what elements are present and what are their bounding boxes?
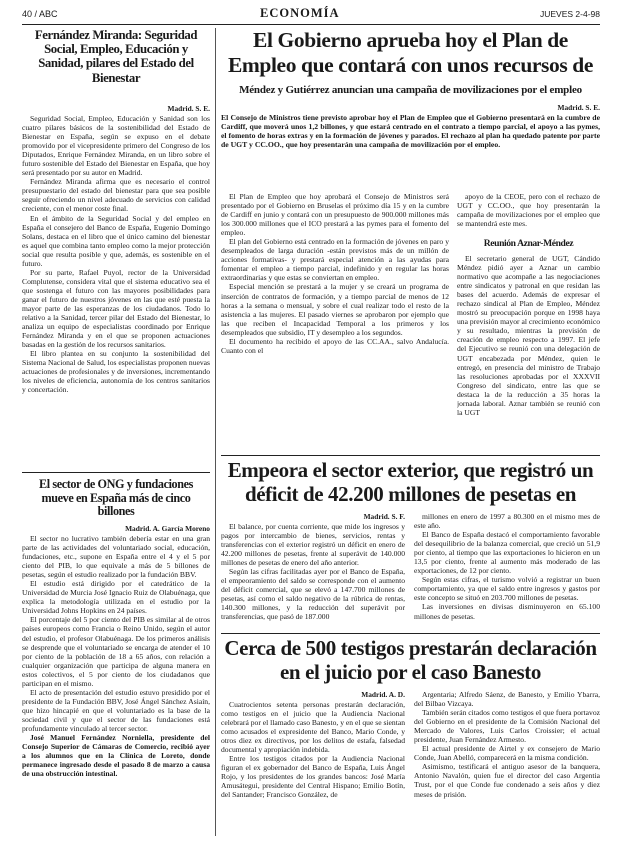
lead-col1 [221,192,449,452]
paragraph: El Plan de Empleo que hoy aprobará el Consejo de Ministros será presentado por el Gobierno en Bruselas el próximo día 15 y en la cumbre de Cardiff en junio y contará con un presupuesto de 900.000 millones más los 300.000 millones que el ICO prestará a las pymes para el fomento del empleo. [221,192,449,238]
column-divider [215,28,216,836]
sector-article [221,458,600,630]
header-rule [22,24,600,25]
banesto-col1 [221,690,405,836]
sector-headline: Empeora el sector exterior, que registró un déficit de 42.200 millones de pesetas en [227,458,594,506]
ong-article [22,478,210,836]
paragraph: Asimismo, testificará el antiguo asesor de la banquera, Antonio Navalón, quien fue el director del caso Argentia Trust, por el que Conde fue condenado a seis años y diez meses de prisión. [414,762,600,799]
page-header [22,6,600,22]
paragraph: El balance, por cuenta corriente, que mide los ingresos y pagos por intercambio de bienes, servicios, rentas y transferencias con el exterior registró un déficit en enero de 42.200 millones de pesetas, frente al superávit de 140.000 millones de pesetas de enero del año anterior. [221,522,405,568]
paragraph: También serán citados como testigos el que fuera portavoz del Gobierno en el presidente de la Comisión Nacional del Mercado de Valores, Luis Carlos Croissier; el actual presidente, Juan Fernández Armesto. [414,708,600,745]
lead-divider [221,455,600,456]
banesto-headline: Cerca de 500 testigos prestarán declaración en el juicio por el caso Banesto [224,636,597,684]
paragraph: El documento ha recibido el apoyo de las CC.AA., salvo Andalucía. Cuanto con el [221,336,449,355]
paragraph: Según estas cifras, el turismo volvió a registrar un buen comportamiento, ya que el saldo entre ingresos y gastos por este concepto se situó en 203.700 millones de pesetas. [414,575,600,603]
paragraph: El sector no lucrativo también debería estar en una gran parte de las actividades del voluntariado social, educación, fundaciones, etc., supone en España entre el 4 y el 5 por ciento del PIB, lo que equivale a más de 5 billones de pesetas, según el estudio realizado por la fundación BBV. [22,534,210,580]
banesto-article [221,636,600,836]
page-info: 40 / ABC [22,9,58,19]
lead-col2 [457,192,600,452]
paragraph: El acto de presentación del estudio estuvo presidido por el presidente de la Fundación BBV, José Ángel Sánchez Asiaín, que hizo hincapié en que el voluntariado es la base de la sociedad civil y que el sector de las fundaciones está profundamente vinculado al tercer sector. [22,687,210,733]
banesto-byline: Madrid. A. D. [361,690,405,699]
paragraph: El libro plantea en su conjunto la sostenibilidad del Sistema Nacional de Salud, los especialistas proponen nuevas actuaciones de profesionales y de inversiones, incrementando los niveles de eficiencia, autonomía de los centros sanitarios y concertación. [22,349,210,395]
paragraph: El plan del Gobierno está centrado en la formación de jóvenes en paro y desempleados de larga duración -están previstos más de un millón de acciones formativas- y prestará especial atención a las ayudas para fomentar el empleo a tiempo parcial, indefinido y en regular las horas extraordinarias y que estas se conviertan en empleo. [221,237,449,283]
paragraph: El Banco de España destacó el comportamiento favorable del desequilibrio de la balanza comercial, que creció un 51,9 por ciento, al tiempo que las exportaciones lo hicieron en un 13,5 por ciento, frente al aumento más moderado de las exportaciones, de 12 por ciento. [414,530,600,576]
paragraph: Según las cifras facilitadas ayer por el Banco de España, el empeoramiento del saldo se corresponde con el aumento del déficit comercial, que se elevó a 147.700 millones de pesetas, así como el saldo negativo de la rúbrica de rentas, 140.300 millones, y la reducción del superávit por transferencias, que pasó de 187.000 [221,567,405,622]
lead-subheadline: Méndez y Gutiérrez anuncian una campaña de movilizaciones por el empleo [239,84,582,96]
ong-article-headline: El sector de ONG y fundaciones mueve en España más de cinco billones [38,478,193,519]
left-article-byline: Madrid. S. E. [167,104,210,113]
paragraph: Las inversiones en divisas disminuyeron en 65.100 millones de pesetas. [414,602,600,621]
ong-article-byline: Madrid. A. García Moreno [125,524,210,533]
paragraph: El porcentaje del 5 por ciento del PIB es similar al de otros países europeos como Francia o Reino Unido, según el autor del estudio, el profesor Olabuénaga. De los primeros análisis se desprende que el voluntariado se encarga de atender el 10 por ciento de la población de 18 a 65 años, con relación a cualquier organización que participa de alguna manera en estos colectivos, el 5 por ciento de los ciudadanos que participan en el mismo. [22,615,210,688]
lead-article [221,28,600,452]
sector-divider [221,633,600,634]
paragraph: El estudio está dirigido por el catedrático de la Universidad de Murcia José Ignacio Ruiz de Olabuénaga, que explica la metodología utilizada en el estudio por la Universidad Johns Hopkins en 24 países. [22,579,210,616]
sector-col2 [414,512,600,630]
paragraph: Especial mención se prestará a la mujer y se creará un programa de inserción de contratos de formación, y a tiempo parcial de menos de 12 horas a la semana o mensual, y sobre el cual realizar todo el resto de la asistencia a las mujeres. El pasado viernes se aprobaron por ejemplo que las que reciben el Incapacidad Temporal a los primeros y los desempleados que subsidio, IT y desempleo a los segundos. [221,282,449,337]
left-divider [22,472,210,473]
lead-subhead: Reunión Aznar-Méndez [483,238,574,249]
lead-byline: Madrid. S. E. [557,103,600,112]
paragraph: apoyo de la CEOE, pero con el rechazo de UGT y CC.OO., que hoy presentarán la campaña de movilizaciones por el empleo que se mantendrá este mes. [457,192,600,229]
page-date: JUEVES 2-4-98 [540,9,600,19]
ong-article-body [22,534,210,830]
paragraph: José Manuel Fernández Norniella, presidente del Consejo Superior de Cámaras de Comercio, recibió ayer a los alumnos que en la Clínica de Loreto, donde permanece ingresado desde el pasado 8 de marzo a causa de una obstrucción intestinal. [22,733,210,779]
paragraph: Por su parte, Rafael Puyol, rector de la Universidad Complutense, considera vital que el sistema educativo sea el que sostenga el futuro con las mayores posibilidades para ganar el futuro de nuestros jóvenes en las que esté puesta la mayor parte de las esperanzas de los ciudadanos. Todo lo relativo a la Sanidad, tercer pilar del Estado del Bienestar, lo analiza un equipo de especialistas coordinado por Enrique Fernández Miranda y en el que se proponen actuaciones basadas en la gestión de los recursos sanitarios. [22,267,210,350]
paragraph: Fernández Miranda afirma que es necesario el control presupuestario del estado del bienestar para que sea posible seguir ofreciendo un nivel adecuado de servicios con calidad creciente, con el menor coste final. [22,177,210,214]
left-article [22,28,210,471]
paragraph: El actual presidente de Airtel y ex consejero de Mario Conde, Juan Abelló, comparecerá en la misma condición. [414,744,600,763]
paragraph: El secretario general de UGT, Cándido Méndez pidió ayer a Aznar un cambio normativo que acompañe a las negociaciones entre sindicatos y patronal en que residan las bases del acuerdo. Además de expresar el rechazo sindical al Plan de Empleo, Méndez mostró su preocupación porque en 1998 haya una previsión mayor al crecimiento económico y su resultado, mientras la previsión de creación de empleo respecto a 1997. El jefe del Ejecutivo se reunió con una delegación de UGT encabezada por Méndez, quien le entregó, en presencia del ministro de Trabajo las resoluciones aprobadas por el XXXVII Congreso del sindicato, entre las que se destaca la de la reducción a 35 horas la jornada laboral. Aznar también se reunió con la UGT [457,254,600,417]
paragraph: Cuatrocientos setenta personas prestarán declaración, como testigos en el juicio que la Audiencia Nacional celebrará por el llamado caso Banesto, y en el que se sientan como acusados el expresidente del Banco, Mario Conde, y otros diez ex directivos, por los delitos de estafa, falsedad documental y apropiación indebida. [221,700,405,755]
sector-byline: Madrid. S. F. [363,512,405,521]
sector-col1 [221,512,405,630]
paragraph: Argentaria; Alfredo Sáenz, de Banesto, y Emilio Ybarra, del Bilbao Vizcaya. [414,690,600,709]
left-article-headline: Fernández Miranda: Seguridad Social, Empleo, Educación y Sanidad, pilares del Estado del Bienestar [34,28,198,85]
left-article-body [22,114,210,468]
section-title: ECONOMÍA [260,6,340,20]
paragraph: Entre los testigos citados por la Audiencia Nacional figuran el ex gobernador del Banco de España, Luis Ángel Rojo, y los presidentes de los grandes bancos: José María Amusátegui, presidente del Central Hispano; Emilio Botín, del Santander; Francisco González, de [221,754,405,800]
lead-headline: El Gobierno aprueba hoy el Plan de Empleo que contará con unos recursos de [227,28,594,77]
paragraph: Seguridad Social, Empleo, Educación y Sanidad son los cuatro pilares básicos de la sostenibilidad del Estado de Bienestar en España, según se expuso en el debate promovido por el vicepresidente primero del Congreso de los Diputados, Enrique Fernández Miranda, en un libro sobre el futuro sostenible del Estado del Bienestar en España, que hoy será presentado por su autor en Madrid. [22,114,210,178]
banesto-col2 [414,690,600,836]
lead-intro: El Consejo de Ministros tiene previsto aprobar hoy el Plan de Empleo que el Gobierno presentará en la cumbre de Cardiff, que moverá unos 1,2 billones, y que estará centrado en el contrato a tiempo parcial, el apoyo a las pymes, el fomento de horas extras y en la formación de jóvenes y parados. El rechazo al plan ha quedado patente por parte de UGT y CC.OO., que hoy presentarán una campaña de movilización por el empleo. [221,113,600,150]
paragraph: millones en enero de 1997 a 80.300 en el mismo mes de este año. [414,512,600,531]
paragraph: En el ámbito de la Seguridad Social y del empleo en España el consejero del Banco de España, Eugenio Domingo Solans, destaca en el libro que el único camino del bienestar es aquel que combina tanto empleo como la mejor protección social que resulta posible y que, además, es sostenible en el futuro. [22,213,210,268]
